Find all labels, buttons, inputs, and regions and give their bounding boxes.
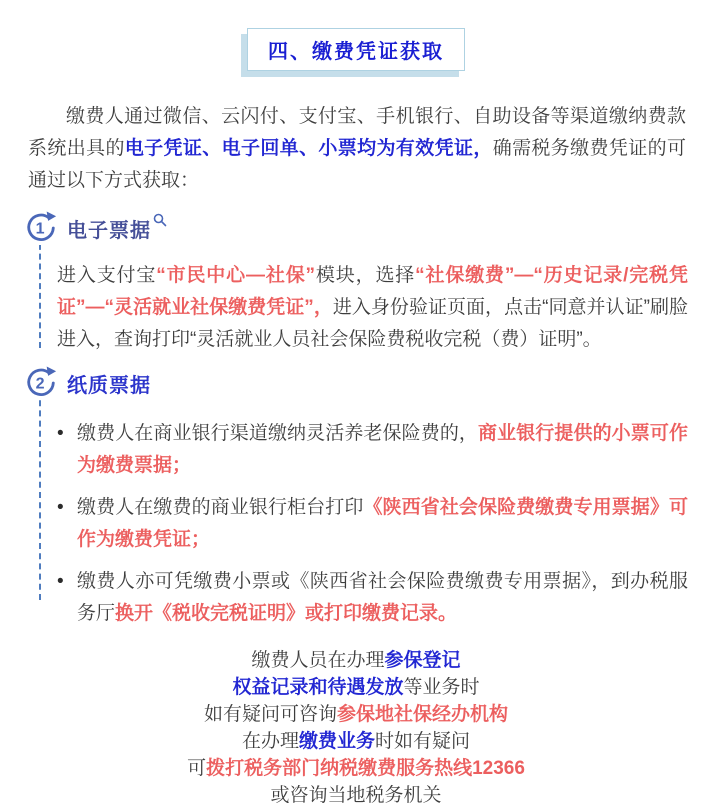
- step-label-paper: 纸质票据: [67, 374, 151, 397]
- text-segment: 缴费人员在办理: [251, 650, 385, 671]
- text-segment: 商业银行提供的小票可作为缴费票据；: [77, 423, 688, 476]
- title-badge-row: [0, 0, 712, 71]
- text-segment: 缴费人在商业银行渠道缴纳灵活养老保险费的，: [77, 423, 479, 444]
- bullet-text: [77, 497, 688, 550]
- text-segment: 电子凭证、电子回单、小票均为有效凭证，: [124, 138, 493, 159]
- text-segment: 缴费人通过微信、云闪付、支付宝、手机银行、自助设备等渠道缴纳费款系统出具的: [28, 106, 686, 159]
- search-icon: [153, 213, 167, 227]
- text-segment: 参保地社保经办机构: [337, 704, 509, 725]
- text-segment: 在办理: [241, 731, 299, 752]
- footer-line: [0, 647, 712, 674]
- text-segment: 缴费业务: [298, 731, 375, 752]
- text-segment: 时如有疑问: [375, 731, 471, 752]
- bullet-dot-icon: •: [57, 497, 64, 518]
- bullet-text: [77, 423, 688, 476]
- text-segment: 《陕西省社会保险费缴费专用票据》可作为缴费凭证；: [77, 497, 688, 550]
- text-segment: “社保缴费”—“历史记录/完税凭证”—“灵活就业社保缴费凭证”，: [57, 265, 688, 318]
- circular-arrow-step-icon: [24, 366, 58, 400]
- text-segment: 可: [187, 758, 207, 779]
- text-segment: 缴费人亦可凭缴费小票或《陕西省社会保险费缴费专用票据》，到办税服务厅: [77, 571, 688, 624]
- text-segment: 或咨询当地税务机关: [270, 785, 442, 806]
- text-segment: 权益记录和待遇发放: [232, 677, 404, 698]
- bullet-item: [57, 566, 688, 630]
- text-segment: 拨打税务部门纳税缴费服务热线12366: [206, 758, 525, 779]
- bullet-item: [57, 418, 688, 482]
- text-segment: 换开《税收完税证明》或打印缴费记录。: [115, 603, 458, 624]
- text-segment: 进入身份验证页面，点击“同意并认证”刷脸进入，查询打印“灵活就业人员社会保险费税收完税（费）证明”。: [57, 297, 688, 350]
- page-title: 四、缴费凭证获取: [268, 41, 444, 63]
- text-segment: 模块，选择: [315, 265, 416, 286]
- text-segment: 等业务时: [403, 677, 480, 698]
- text-segment: “市民中心—社保”: [156, 265, 316, 286]
- bullet-text: [77, 571, 688, 624]
- step-number: 2: [35, 374, 45, 393]
- intro-paragraph: [28, 101, 686, 197]
- page-title-badge: [247, 28, 465, 71]
- text-segment: 参保登记: [384, 650, 461, 671]
- text-segment: 确需税务缴费凭证的可通过以下方式获取：: [28, 138, 686, 191]
- circular-arrow-step-icon: [24, 211, 58, 245]
- text-segment: 如有疑问可咨询: [203, 704, 337, 725]
- step-label-electronic: 电子票据: [67, 219, 151, 242]
- text-segment: 进入支付宝: [57, 265, 157, 286]
- dashed-connector-step2: [39, 390, 41, 600]
- step-number: 1: [35, 219, 45, 238]
- footer-note: [0, 647, 712, 809]
- bullet-list: [57, 418, 688, 630]
- footer-line: [0, 674, 712, 701]
- bullet-dot-icon: •: [57, 571, 64, 592]
- step-body-electronic: [57, 260, 688, 356]
- text-segment: 缴费人在缴费的商业银行柜台打印: [77, 497, 364, 518]
- footer-line: [0, 755, 712, 782]
- footer-line: [0, 728, 712, 755]
- bullet-dot-icon: •: [57, 423, 64, 444]
- step-header-electronic: [24, 211, 712, 245]
- bullet-item: [57, 492, 688, 556]
- step-header-paper: [24, 366, 712, 400]
- footer-line: [0, 782, 712, 809]
- footer-line: [0, 701, 712, 728]
- dashed-connector-step1: [39, 234, 41, 348]
